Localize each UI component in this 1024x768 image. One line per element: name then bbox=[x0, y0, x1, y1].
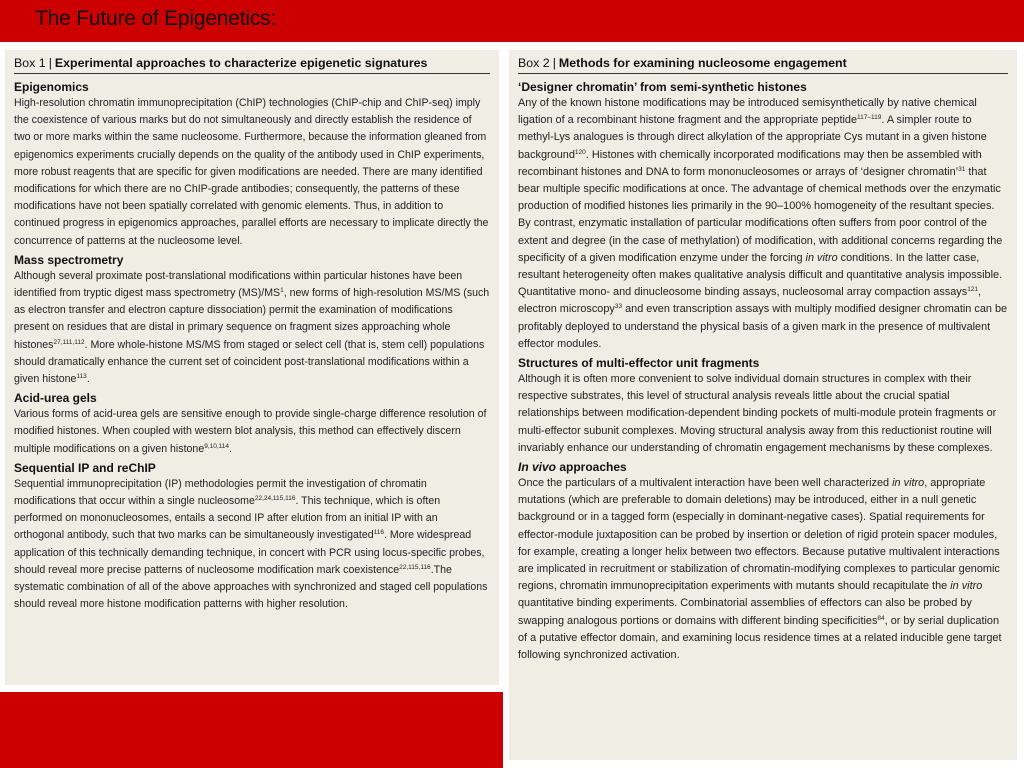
ref: 116 bbox=[373, 529, 384, 537]
ref: 121 bbox=[967, 286, 979, 294]
box2-in-vivo-heading: In vivo approaches bbox=[518, 460, 627, 475]
box1-acid-urea-heading: Acid-urea gels bbox=[14, 391, 97, 406]
slide-title: The Future of Epigenetics: bbox=[35, 7, 277, 30]
box1-sequential-ip-heading: Sequential IP and reChIP bbox=[14, 460, 156, 475]
box2-number: Box 2 bbox=[518, 56, 550, 70]
ref: 84 bbox=[877, 614, 885, 622]
ref: 1 bbox=[280, 287, 284, 295]
box2-structures-text: Although it is often more convenient to solve individual domain structures in complex with their respective substrates, this level of structural analysis reveals little about the crucial spatial relationships between modification-dependent binding pockets of multi-module protein fragments or multi-effector subunit complexes. Moving structural analysis away from this reductionist routine will invariably enhance our understanding of chromatin engagement mechanisms by these complexes. bbox=[518, 373, 997, 454]
ref: 9,10,114 bbox=[204, 442, 230, 450]
box2-header: Box 2 | Methods for examining nucleosome engagement bbox=[518, 55, 1008, 74]
ref: 117–119 bbox=[857, 114, 882, 122]
box1-mass-spec-text: Although several proximate post-translational modifications within particular histones have been identified from tryptic digest mass spectrometry $(MS)/MS^1$, new forms of high-resolution MS/MS (such as electron transfer and electron capture dissociation) permit the examination of modifications present on residues that are distal in primary sequence on fragment sizes approaching whole histones$^{27,111,112}$. More whole-histone MS/MS from staged or select cell (that is, stem cell) populations should dramatically enhance the current set of coincident post-translational modifications within a given histone$^{113}$. bbox=[14, 269, 490, 386]
box2-in-vivo-text: Once the particulars of a multivalent interaction have been well characterized in vitro, appropriate mutations (which are preferable to domain deletions) may be introduced, either in a null genetic background or in a tagged form (especially in dominant-negative cases). Spatial requirements for effector-module juxtaposition can be probed by insertion or deletion of rigid protein spacer modules, for example, creating a longer helix between two effectors. Because putative multivalent interactions are implicated in recruitment or stabilization of chromatin-modifying complexes to particular genomic regions, chromatin immunoprecipitation experiments with mutants should recapitulate the in vitro quantitative binding experiments. Combinatorial assemblies of effectors can also be probed by swapping analogous portions or domains with different binding specificities$^{84}$, or by serial duplication of a putative effector domain, and examining locus residence times at a related inducible gene target following synchronized activation. bbox=[518, 477, 1002, 662]
box2-designer-chromatin-heading: ‘Designer chromatin’ from semi-synthetic histones bbox=[518, 80, 807, 94]
ref: 113 bbox=[76, 373, 87, 381]
box2-title: Methods for examining nucleosome engagement bbox=[558, 56, 847, 70]
ref: 120 bbox=[574, 148, 586, 156]
box1-panel bbox=[5, 50, 499, 685]
box1-title: Experimental approaches to characterize epigenetic signatures bbox=[54, 56, 428, 70]
box1-epigenomics-text: High-resolution chromatin immunoprecipitation (ChIP) technologies (ChIP-chip and ChIP-seq) imply the coexistence of various marks but do not simultaneously and directly establish the residence of two or more marks within the same nucleosome. Furthermore, because the information gleaned from epigenomics experiments crucially depends on the quality of the antibody used in ChIP experiments, more robust reagents that are specific for given modifications are needed. There are many identified modifications for which there are no ChIP-grade antibodies; consequently, the patterns of these modifications have not been spatially correlated with genomic elements. Thus, in addition to continued progress in epigenomics approaches, parallel efforts are necessary to implicate directly the concurrence of patterns at the nucleosome level. bbox=[14, 97, 489, 247]
ref: 31 bbox=[958, 165, 966, 173]
box2-designer-chromatin-text: Any of the known histone modifications may be introduced semisynthetically by native chemical ligation of a recombinant histone fragment and the appropriate peptide$^{117-119}$. A simpler route to methyl-Lys analogues is through direct alkylation of the appropriate Cys mutant in a given histone background$^{120}$. Histones with chemically incorporated modifications may then be assembled with recombinant histones and DNA to form mononucleosomes or arrays of ‘designer chromatin’$^{31}$ that bear multiple specific modifications at once. The advantage of chemical methods over the enzymatic production of modified histones lies primarily in the 90–100% homogeneity of the resultant species. By contrast, enzymatic installation of particular modifications often suffers from poor control of the extent and degree (in the case of methylation) of modification, with additional concerns regarding the specificity of a given modification enzyme under the forcing in vitro conditions. In the latter case, resultant heterogeneity often makes qualitative analysis difficult and quantitative analysis impossible. Quantitative mono- and dinucleosome binding assays, nucleosomal array compaction assays$^{121}$, electron microscopy$^{33}$ and even transcription assays with multiply modified designer chromatin can be profitably deployed to understand the physical basis of a given mark in the presence of multivalent effector modules. bbox=[518, 97, 1008, 350]
box2-structures-heading: Structures of multi-effector unit fragments bbox=[518, 356, 760, 371]
bottom-red-band bbox=[0, 692, 503, 768]
ref: 22,115,116 bbox=[399, 563, 431, 571]
box1-header: Box 1 | Experimental approaches to characterize epigenetic signatures bbox=[14, 55, 490, 74]
box2-panel bbox=[509, 50, 1017, 760]
box1-mass-spec-heading: Mass spectrometry bbox=[14, 252, 124, 267]
ref: 33 bbox=[614, 303, 623, 311]
box1-number: Box 1 bbox=[14, 56, 46, 70]
ref: 27,111,112 bbox=[53, 338, 85, 346]
box1-acid-urea-text: Various forms of acid-urea gels are sensitive enough to provide single-charge difference resolution of modified histones. When coupled with western blot analysis, this method can effectively discern multiple modifications on a given histone$^{9,10,114}$. bbox=[14, 408, 487, 455]
ref: 22,24,115,116 bbox=[254, 495, 296, 503]
box1-sequential-ip-text: Sequential immunoprecipitation (IP) methodologies permit the investigation of chromatin modifications that occur within a single nucleosome$^{22,24,115,116}$. This technique, which is often performed on mononucleosomes, entails a second IP after elution from an initial IP with an orthogonal antibody, such that two marks can be simultaneously investigated$^{116}$. More widespread application of this technically demanding technique, in concert with PCR using locus-specific probes, should reveal more precise patterns of nucleosome modification mark coexistence$^{22,115,116}$.The systematic combination of all of the above approaches with synchronized and staged cell populations should reveal more histone modification patterns with higher resolution. bbox=[14, 477, 488, 611]
box1-epigenomics-heading: Epigenomics bbox=[14, 80, 89, 94]
